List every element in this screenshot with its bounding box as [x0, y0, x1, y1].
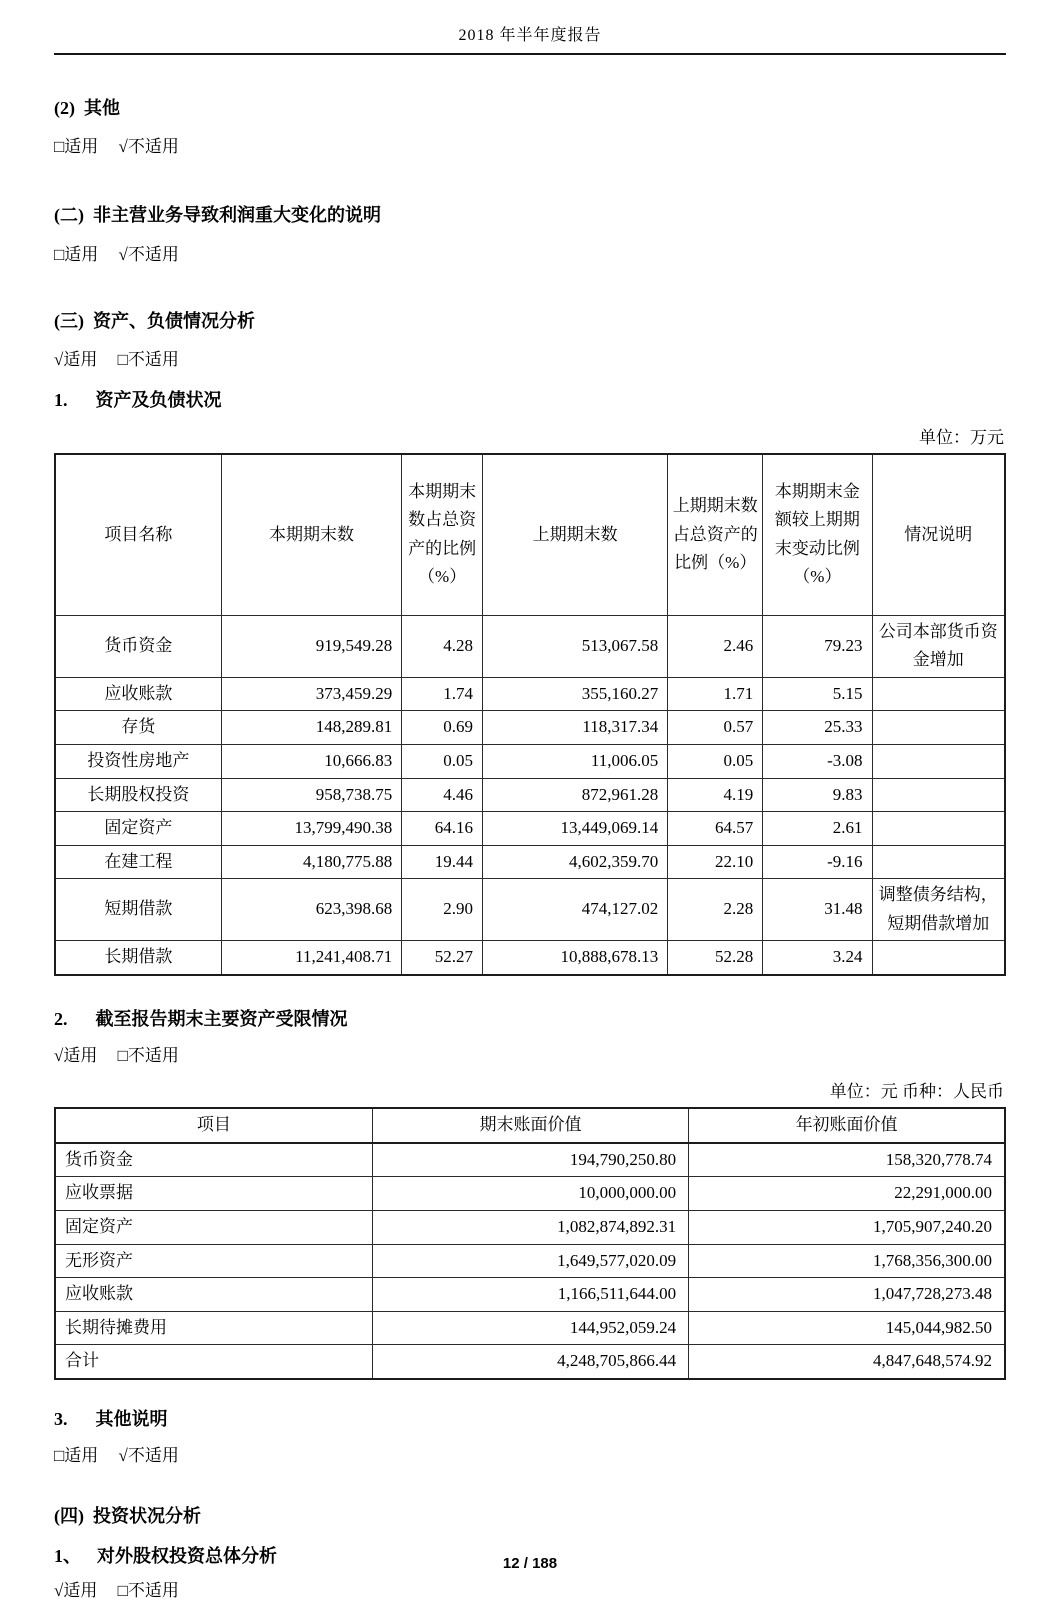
- heading-text: 截至报告期末主要资产受限情况: [95, 1008, 348, 1029]
- checkbox-unchecked-icon: □: [117, 1046, 128, 1066]
- table-row: [55, 845, 1005, 879]
- remark-cell: [872, 812, 1005, 846]
- column-header-item-name: 项目名称: [55, 454, 221, 616]
- page-number: 12 / 188: [502, 1555, 558, 1572]
- value-cell: 1,166,511,644.00: [372, 1278, 688, 1312]
- remark-cell: [872, 711, 1005, 745]
- value-cell: 10,000,000.00: [372, 1177, 688, 1211]
- row-label-cell: 合计: [55, 1345, 372, 1379]
- column-header-prior-period: 上期期末数: [483, 454, 668, 616]
- applicability-line: [54, 244, 1006, 266]
- value-cell: 3.24: [763, 941, 872, 975]
- value-cell: 2.61: [763, 812, 872, 846]
- section-heading-assets-liabilities: [54, 310, 1006, 333]
- assets-liabilities-table: [54, 453, 1006, 976]
- row-label-cell: 长期借款: [55, 941, 221, 975]
- value-cell: 1.74: [402, 677, 483, 711]
- option-label: 不适用: [127, 1446, 179, 1466]
- value-cell: 9.83: [763, 778, 872, 812]
- option-applicable: [54, 1581, 97, 1600]
- remark-cell: [872, 941, 1005, 975]
- unit-label: 单位：万元: [919, 427, 1004, 447]
- heading-text: 其他说明: [95, 1408, 168, 1429]
- option-label: 不适用: [127, 350, 179, 370]
- value-cell: 623,398.68: [221, 879, 402, 941]
- heading-text: 投资状况分析: [93, 1506, 201, 1527]
- option-label: 适用: [64, 244, 99, 264]
- value-cell: 13,449,069.14: [483, 812, 668, 846]
- value-cell: 1,047,728,273.48: [689, 1278, 1005, 1312]
- value-cell: 0.05: [668, 745, 763, 779]
- option-not-applicable: [118, 350, 179, 369]
- table-body: [55, 1143, 1005, 1379]
- row-label-cell: 应收账款: [55, 1278, 372, 1312]
- row-label-cell: 货币资金: [55, 615, 221, 677]
- value-cell: 4,180,775.88: [221, 845, 402, 879]
- remark-cell: [872, 845, 1005, 879]
- table-header-row: [55, 454, 1005, 616]
- value-cell: 22,291,000.00: [689, 1177, 1005, 1211]
- applicability-line: [54, 1045, 1006, 1067]
- option-not-applicable: [119, 137, 179, 156]
- remark-cell: [872, 677, 1005, 711]
- subsection-heading-assets-status: [54, 389, 1006, 412]
- value-cell: 1.71: [668, 677, 763, 711]
- column-header-beginning-book-value: 年初账面价值: [689, 1108, 1005, 1143]
- applicability-line: [54, 349, 1006, 371]
- value-cell: -3.08: [763, 745, 872, 779]
- value-cell: 872,961.28: [483, 778, 668, 812]
- remark-cell: [872, 778, 1005, 812]
- column-header-item: 项目: [55, 1108, 372, 1143]
- value-cell: 11,006.05: [483, 745, 668, 779]
- applicability-line: [54, 136, 1006, 158]
- value-cell: 52.27: [402, 941, 483, 975]
- option-not-applicable: [118, 1046, 179, 1065]
- value-cell: 31.48: [763, 879, 872, 941]
- value-cell: 2.46: [668, 615, 763, 677]
- row-label-cell: 长期股权投资: [55, 778, 221, 812]
- value-cell: 5.15: [763, 677, 872, 711]
- option-label: 不适用: [127, 137, 179, 157]
- value-cell: 4.19: [668, 778, 763, 812]
- table-row: [55, 745, 1005, 779]
- option-label: 适用: [63, 1580, 98, 1600]
- option-not-applicable: [119, 245, 179, 264]
- page-header-title: 2018 年半年度报告: [458, 27, 602, 44]
- table-row: [55, 1210, 1005, 1244]
- option-label: 适用: [64, 137, 99, 157]
- value-cell: 148,289.81: [221, 711, 402, 745]
- option-label: 不适用: [127, 244, 179, 264]
- header-divider: [54, 53, 1006, 55]
- table-row: [55, 677, 1005, 711]
- heading-number: 1.: [54, 390, 68, 411]
- table-row: [55, 812, 1005, 846]
- table-row: [55, 1177, 1005, 1211]
- heading-number: 2.: [54, 1008, 68, 1029]
- table-row: [55, 1244, 1005, 1278]
- column-header-prior-ratio: 上期期末数占总资产的比例（%）: [668, 454, 763, 616]
- option-label: 适用: [63, 1046, 98, 1066]
- table-header: [55, 1108, 1005, 1143]
- checkmark-icon: √: [118, 1446, 128, 1466]
- column-header-current-ratio: 本期期末数占总资产的比例（%）: [402, 454, 483, 616]
- option-not-applicable: [118, 1581, 179, 1600]
- option-applicable: [54, 1446, 98, 1465]
- value-cell: 355,160.27: [483, 677, 668, 711]
- row-label-cell: 长期待摊费用: [55, 1311, 372, 1345]
- remark-cell: [872, 745, 1005, 779]
- checkmark-icon: √: [118, 244, 128, 264]
- heading-text: 资产及负债状况: [95, 390, 222, 411]
- value-cell: 919,549.28: [221, 615, 402, 677]
- heading-text: 非主营业务导致利润重大变化的说明: [93, 205, 381, 226]
- table-row: [55, 1345, 1005, 1379]
- value-cell: 0.05: [402, 745, 483, 779]
- value-cell: 158,320,778.74: [689, 1143, 1005, 1177]
- option-applicable: [54, 350, 97, 369]
- heading-number: (三): [54, 310, 84, 331]
- row-label-cell: 投资性房地产: [55, 745, 221, 779]
- option-applicable: [54, 245, 98, 264]
- applicability-line: [54, 1580, 1006, 1602]
- value-cell: -9.16: [763, 845, 872, 879]
- heading-text: 对外股权投资总体分析: [97, 1545, 277, 1566]
- value-cell: 10,666.83: [221, 745, 402, 779]
- value-cell: 64.16: [402, 812, 483, 846]
- restricted-assets-table: [54, 1107, 1006, 1379]
- column-header-change-ratio: 本期期末金额较上期期末变动比例（%）: [763, 454, 872, 616]
- value-cell: 4.46: [402, 778, 483, 812]
- value-cell: 0.57: [668, 711, 763, 745]
- value-cell: 25.33: [763, 711, 872, 745]
- row-label-cell: 固定资产: [55, 1210, 372, 1244]
- checkmark-icon: √: [118, 137, 128, 157]
- option-label: 不适用: [127, 1046, 179, 1066]
- row-label-cell: 在建工程: [55, 845, 221, 879]
- value-cell: 22.10: [668, 845, 763, 879]
- table-header: [55, 454, 1005, 616]
- row-label-cell: 应收账款: [55, 677, 221, 711]
- value-cell: 144,952,059.24: [372, 1311, 688, 1345]
- heading-number: (二): [54, 205, 84, 226]
- value-cell: 2.90: [402, 879, 483, 941]
- value-cell: 958,738.75: [221, 778, 402, 812]
- section-heading-investment-analysis: [54, 1505, 1006, 1528]
- checkbox-unchecked-icon: □: [54, 137, 65, 157]
- heading-number: (2): [54, 98, 75, 118]
- remark-cell: 公司本部货币资金增加: [872, 615, 1005, 677]
- value-cell: 1,705,907,240.20: [689, 1210, 1005, 1244]
- row-label-cell: 固定资产: [55, 812, 221, 846]
- option-not-applicable: [119, 1446, 179, 1465]
- table-row: [55, 711, 1005, 745]
- value-cell: 4,602,359.70: [483, 845, 668, 879]
- value-cell: 10,888,678.13: [483, 941, 668, 975]
- value-cell: 0.69: [402, 711, 483, 745]
- value-cell: 145,044,982.50: [689, 1311, 1005, 1345]
- subsection-heading-other-notes: [54, 1408, 1006, 1431]
- heading-number: 1、: [54, 1545, 81, 1566]
- value-cell: 13,799,490.38: [221, 812, 402, 846]
- value-cell: 4,248,705,866.44: [372, 1345, 688, 1379]
- value-cell: 373,459.29: [221, 677, 402, 711]
- value-cell: 4.28: [402, 615, 483, 677]
- section-heading-non-main-business: [54, 204, 1006, 227]
- heading-number: (四): [54, 1506, 84, 1527]
- value-cell: 11,241,408.71: [221, 941, 402, 975]
- value-cell: 2.28: [668, 879, 763, 941]
- row-label-cell: 短期借款: [55, 879, 221, 941]
- column-header-current-period: 本期期末数: [221, 454, 402, 616]
- option-label: 适用: [63, 350, 98, 370]
- row-label-cell: 存货: [55, 711, 221, 745]
- table-row: [55, 941, 1005, 975]
- value-cell: 118,317.34: [483, 711, 668, 745]
- value-cell: 52.28: [668, 941, 763, 975]
- value-cell: 1,082,874,892.31: [372, 1210, 688, 1244]
- table-row: [55, 1311, 1005, 1345]
- option-applicable: [54, 1046, 97, 1065]
- checkbox-unchecked-icon: □: [117, 1580, 128, 1600]
- unit-label: 单位：元 币种：人民币: [829, 1082, 1004, 1102]
- checkmark-icon: √: [54, 1580, 64, 1600]
- heading-text: 其他: [84, 98, 120, 118]
- checkmark-icon: √: [54, 1046, 64, 1066]
- option-label: 适用: [64, 1446, 99, 1466]
- column-header-ending-book-value: 期末账面价值: [372, 1108, 688, 1143]
- page-content: [0, 97, 1060, 1602]
- applicability-line: [54, 1445, 1006, 1467]
- checkbox-unchecked-icon: □: [54, 244, 65, 264]
- remark-cell: 调整债务结构，短期借款增加: [872, 879, 1005, 941]
- value-cell: 513,067.58: [483, 615, 668, 677]
- table-row: [55, 778, 1005, 812]
- table-row: [55, 1143, 1005, 1177]
- value-cell: 474,127.02: [483, 879, 668, 941]
- value-cell: 1,649,577,020.09: [372, 1244, 688, 1278]
- checkmark-icon: √: [54, 350, 64, 370]
- row-label-cell: 应收票据: [55, 1177, 372, 1211]
- value-cell: 1,768,356,300.00: [689, 1244, 1005, 1278]
- row-label-cell: 无形资产: [55, 1244, 372, 1278]
- table-row: [55, 615, 1005, 677]
- table-row: [55, 879, 1005, 941]
- value-cell: 79.23: [763, 615, 872, 677]
- row-label-cell: 货币资金: [55, 1143, 372, 1177]
- checkbox-unchecked-icon: □: [117, 350, 128, 370]
- column-header-remark: 情况说明: [872, 454, 1005, 616]
- option-applicable: [54, 137, 98, 156]
- table-body: [55, 615, 1005, 975]
- heading-number: 3.: [54, 1408, 68, 1429]
- table-row: [55, 1278, 1005, 1312]
- table-header-row: [55, 1108, 1005, 1143]
- value-cell: 64.57: [668, 812, 763, 846]
- checkbox-unchecked-icon: □: [54, 1446, 65, 1466]
- value-cell: 4,847,648,574.92: [689, 1345, 1005, 1379]
- value-cell: 19.44: [402, 845, 483, 879]
- option-label: 不适用: [127, 1580, 179, 1600]
- value-cell: 194,790,250.80: [372, 1143, 688, 1177]
- heading-text: 资产、负债情况分析: [93, 310, 255, 331]
- subsection-heading-restricted-assets: [54, 1008, 1006, 1031]
- section-heading-other: [54, 97, 1006, 120]
